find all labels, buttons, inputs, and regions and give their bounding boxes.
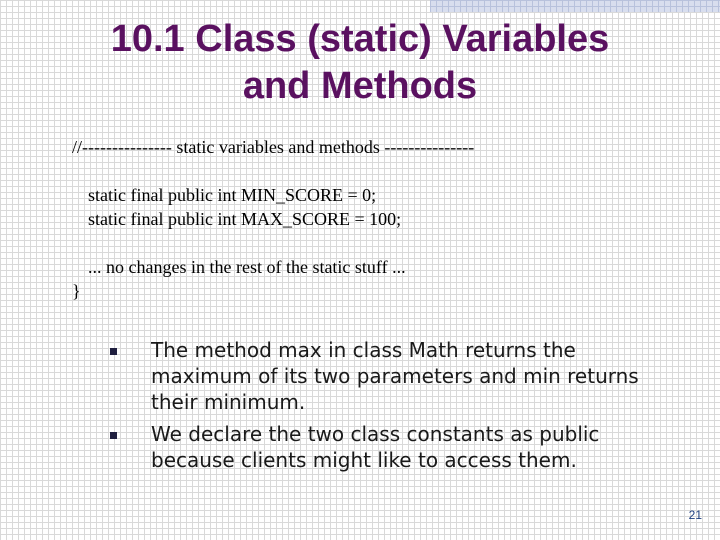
slide-title <box>50 16 670 110</box>
slide-title-line-2: and Methods <box>242 65 478 107</box>
bullet-list <box>106 337 666 473</box>
code-closing-brace: } <box>72 281 81 301</box>
bullet-item <box>106 421 666 473</box>
bullet-text: We declare the two class constants as public because clients might like to access them. <box>151 422 600 472</box>
header-band-decoration <box>430 0 720 12</box>
bullet-item <box>106 337 666 415</box>
square-bullet-icon <box>110 432 117 439</box>
bullet-text: The method max in class Math returns the maximum of its two parameters and min returns their minimum. <box>151 338 639 414</box>
page-number: 21 <box>688 508 702 522</box>
square-bullet-icon <box>110 348 117 355</box>
slide-title-line-1: 10.1 Class (static) Variables <box>110 18 610 60</box>
code-note: ... no changes in the rest of the static stuff ... <box>88 257 406 277</box>
code-comment: //--------------- static variables and methods --------------- <box>72 137 475 157</box>
code-line-max-score: static final public int MAX_SCORE = 100; <box>88 209 402 229</box>
code-line-min-score: static final public int MIN_SCORE = 0; <box>88 185 377 205</box>
